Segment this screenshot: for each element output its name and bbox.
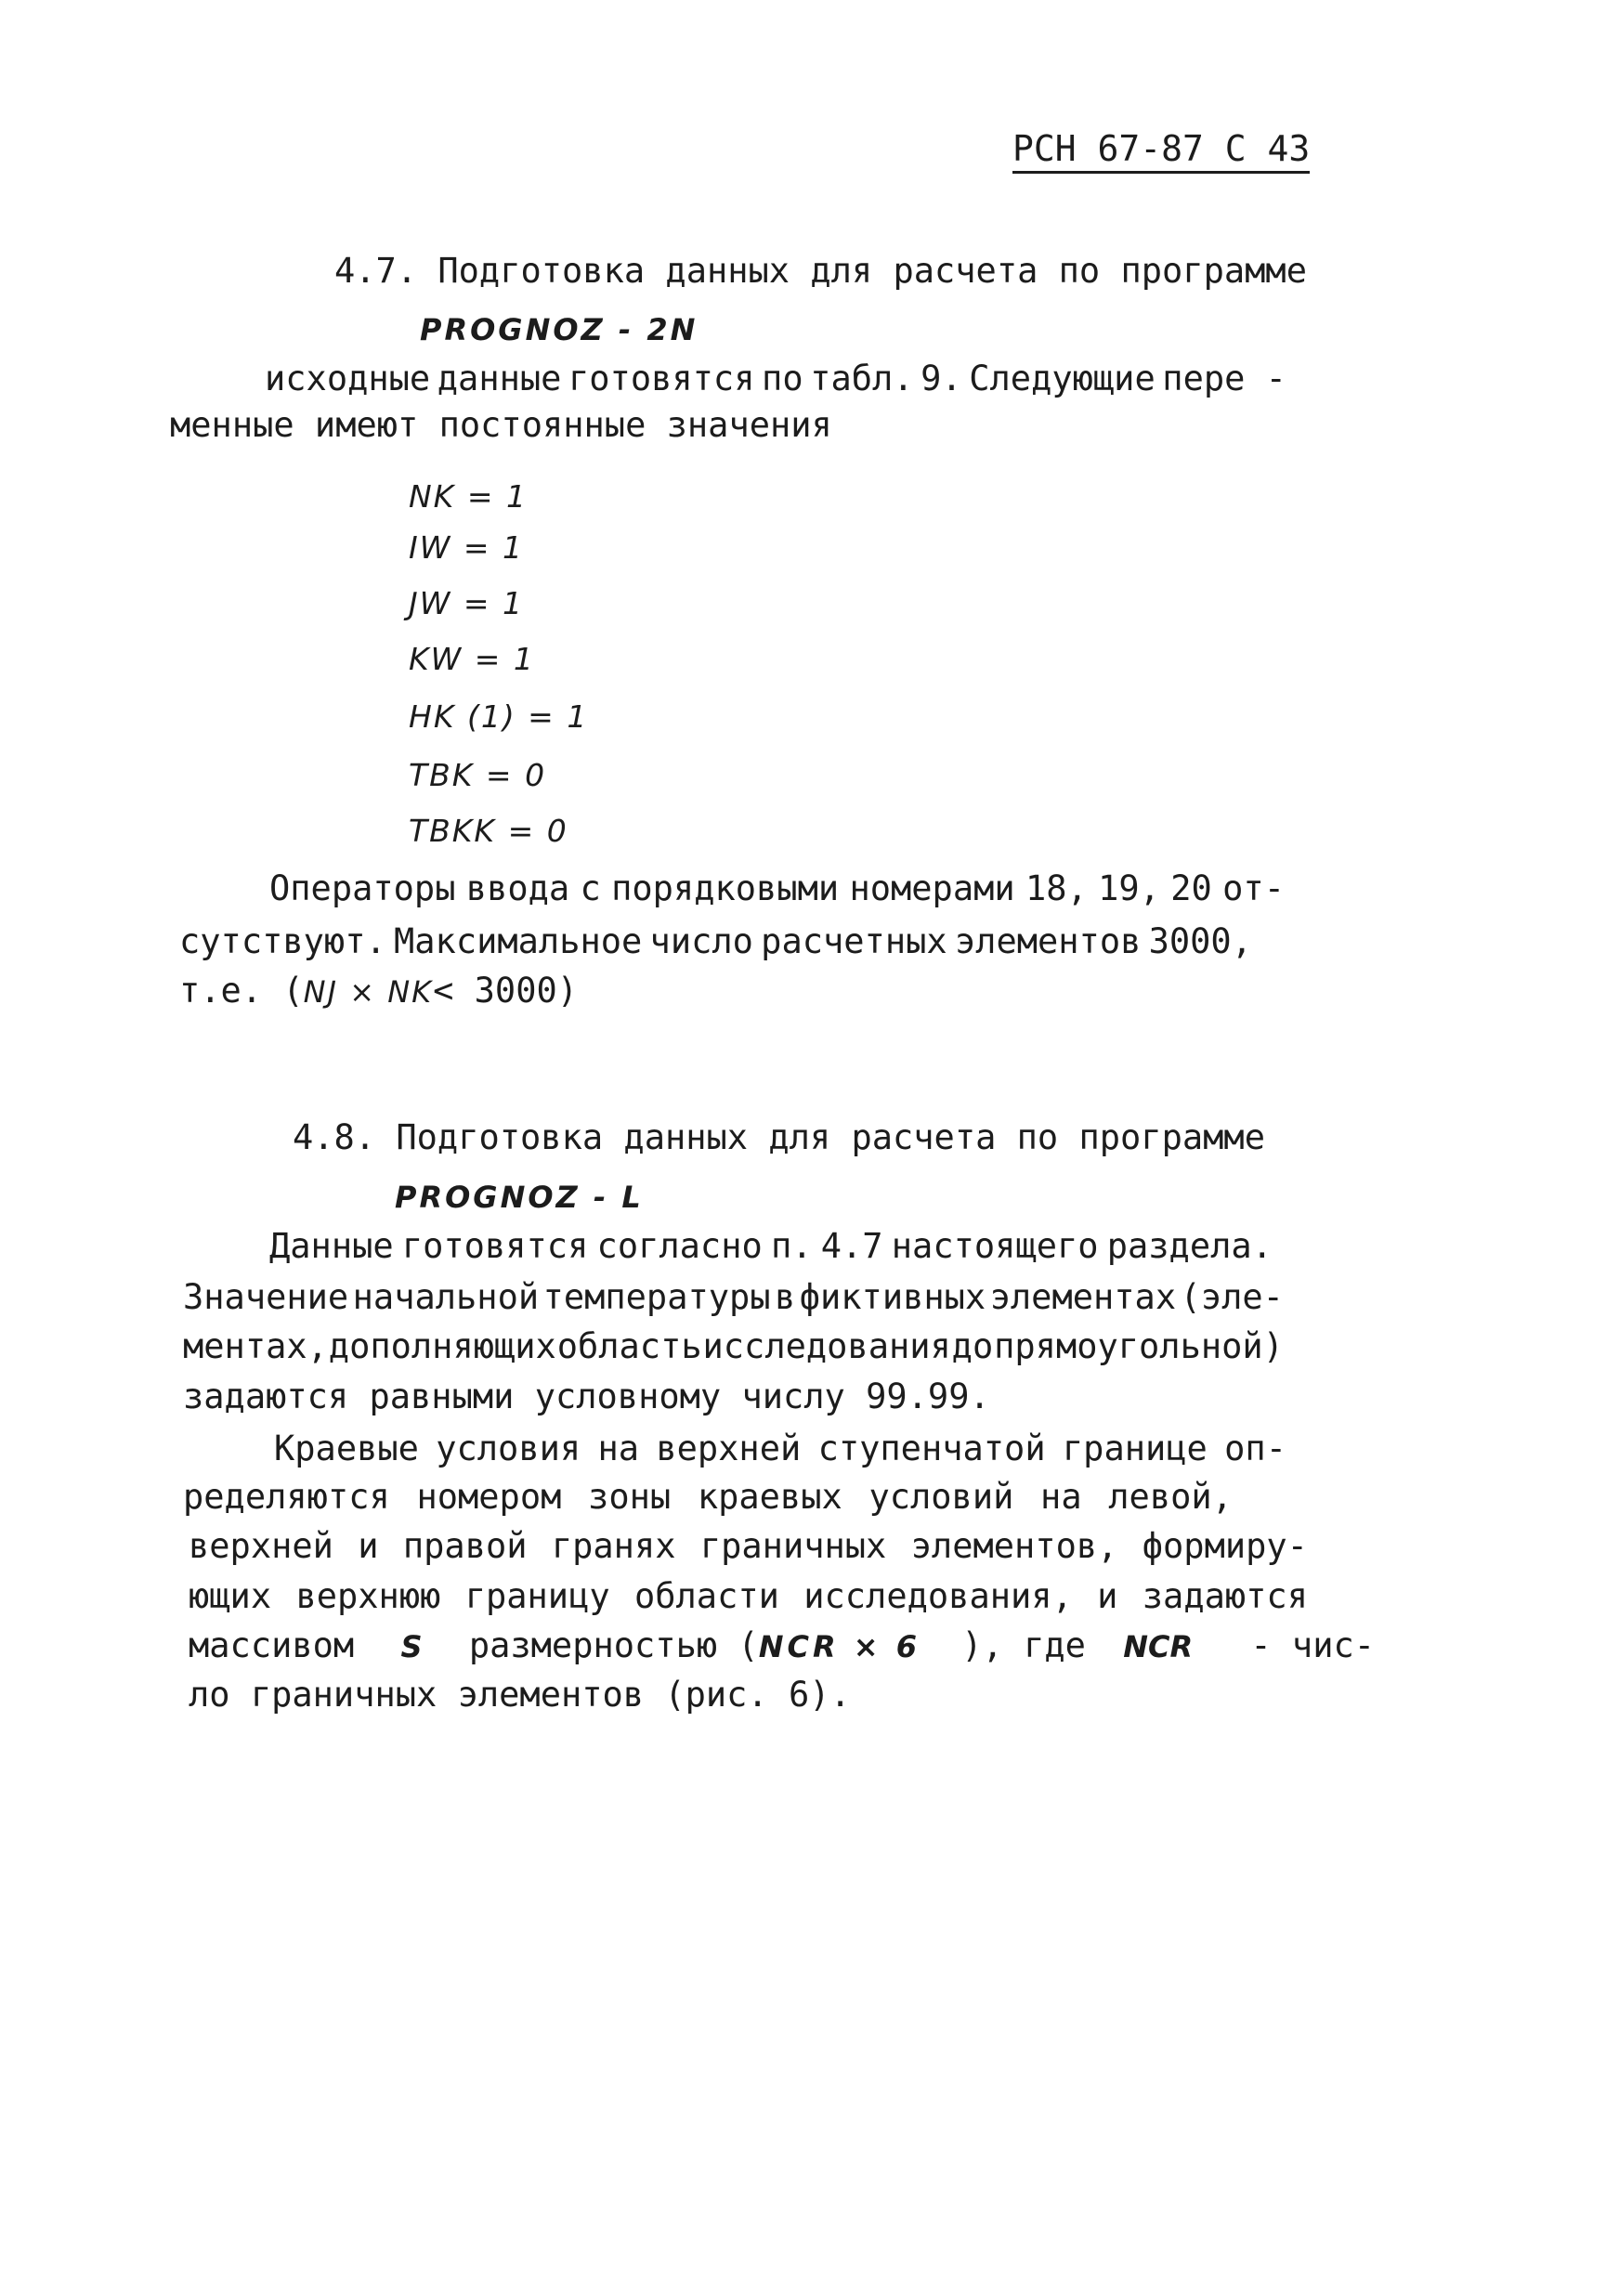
formula-nj-nk: NJ × NK [303, 974, 434, 1010]
word: ментах, [183, 1326, 328, 1366]
word: в [775, 1277, 796, 1317]
word: ввода [465, 868, 570, 908]
section-4-8-para2-line1 [274, 1428, 1286, 1468]
word: верхней [656, 1428, 802, 1468]
section-4-8-para1-line3 [183, 1326, 1284, 1366]
section-4-7-program-name: PROGNOZ - 2N [420, 312, 699, 347]
word: на [597, 1428, 640, 1468]
constant-hk1: HK (1) = 1 [409, 698, 589, 735]
word: прямоугольной) [994, 1326, 1284, 1366]
section-4-7-heading: 4.7. Подготовка данных для расчета по программе [334, 251, 1307, 291]
word: фиктивных [799, 1277, 986, 1317]
section-4-8-para2-line6: ло граничных элементов (рис. 6). [189, 1675, 851, 1715]
word: данные [437, 359, 562, 398]
section-4-7-para2-line3 [179, 971, 578, 1011]
document-reference: РСН 67-87 С 43 [1012, 128, 1310, 174]
section-4-8-para2-line3 [189, 1526, 1308, 1566]
word: 19, [1098, 868, 1160, 908]
word: условия [436, 1428, 581, 1468]
word: порядковыми [611, 868, 840, 908]
word: области [633, 1576, 779, 1616]
section-4-7-para2-line2 [179, 921, 1252, 961]
word: раздела. [1106, 1226, 1273, 1266]
word: элементах [989, 1277, 1177, 1317]
para2-line3-prefix: т.е. ( [179, 971, 304, 1011]
para2-line3-suffix: < 3000) [433, 971, 579, 1011]
word: Краевые [274, 1428, 419, 1468]
word: номерами [849, 868, 1015, 908]
word: и [1097, 1576, 1118, 1616]
section-4-8-para2-line4 [189, 1576, 1308, 1616]
word: зоны [588, 1477, 672, 1517]
word: гранях [551, 1526, 676, 1566]
word: Операторы [269, 868, 456, 908]
section-4-7-para1-line2: менные имеют постоянные значения [170, 405, 832, 445]
word: начальной [352, 1277, 540, 1317]
word: Значение [183, 1277, 349, 1317]
word: формиру- [1142, 1526, 1308, 1566]
word: по [762, 359, 803, 398]
word: границе [1062, 1428, 1208, 1468]
constant-tbk: TBK = 0 [409, 757, 547, 793]
word: исследования, [803, 1576, 1073, 1616]
section-4-8-heading: 4.8. Подготовка данных для расчета по программе [293, 1117, 1265, 1157]
word: условий [868, 1477, 1014, 1517]
section-4-8-para2-line5 [189, 1625, 1376, 1665]
word: 9. [921, 359, 962, 398]
word: от- [1222, 868, 1285, 908]
word: правой [402, 1526, 528, 1566]
section-4-8-para1-line4: задаются равными условному числу 99.99. [183, 1376, 990, 1416]
word: границу [464, 1576, 610, 1616]
section-4-7-para1-line1 [265, 359, 1286, 398]
word: ступенчатой [817, 1428, 1046, 1468]
word: температуры [542, 1277, 771, 1317]
word: верхней [189, 1526, 333, 1566]
word: расчетных [761, 921, 947, 961]
word: оп- [1224, 1428, 1286, 1468]
word: (эле- [1180, 1277, 1284, 1317]
word: ющих [189, 1576, 272, 1616]
word: на [1040, 1477, 1082, 1517]
word: граничных [699, 1526, 887, 1566]
constant-kw: KW = 1 [409, 641, 535, 677]
word: область [556, 1326, 702, 1366]
section-4-8-para1-line1 [269, 1226, 1273, 1266]
word: элементов [954, 921, 1142, 961]
word: до [951, 1326, 994, 1366]
word: номером [416, 1477, 562, 1517]
constant-iw: IW = 1 [409, 529, 524, 566]
section-4-8-para2-line2 [183, 1477, 1233, 1517]
word: краевых [697, 1477, 842, 1517]
word: элементов, [910, 1526, 1118, 1566]
word: согласно [596, 1226, 763, 1266]
variable-ncr: NCR [1123, 1629, 1194, 1664]
para2-line5-d: - чис- [1250, 1625, 1376, 1665]
word: левой, [1108, 1477, 1233, 1517]
para2-line5-a: массивом [189, 1625, 355, 1665]
word: с [580, 868, 601, 908]
constant-nk: NK = 1 [409, 478, 528, 515]
word: и [358, 1526, 379, 1566]
word: 3000, [1148, 921, 1252, 961]
word: п. [770, 1226, 813, 1266]
word: настоящего [891, 1226, 1099, 1266]
word: Данные [269, 1226, 394, 1266]
word: задаются [1142, 1576, 1308, 1616]
constant-tbkk: TBKK = 0 [409, 813, 568, 849]
para2-line5-c: ), где [961, 1625, 1086, 1665]
word: дополняющих [328, 1326, 556, 1366]
array-s: S [400, 1629, 423, 1664]
word: верхнюю [295, 1576, 441, 1616]
formula-ncr-6: NCR × 6 [758, 1629, 921, 1664]
word: Следующие [969, 359, 1156, 398]
word: 18, [1025, 868, 1088, 908]
word: пере - [1162, 359, 1286, 398]
word: сутствуют. [179, 921, 386, 961]
word: исходные [265, 359, 431, 398]
word: табл. [810, 359, 914, 398]
word: число [649, 921, 753, 961]
word: готовятся [401, 1226, 589, 1266]
section-4-7-para2-line1 [269, 868, 1285, 908]
word: ределяются [183, 1477, 390, 1517]
word: исследования [702, 1326, 951, 1366]
word: 4.7 [820, 1226, 883, 1266]
word: готовятся [568, 359, 755, 398]
word: 20 [1170, 868, 1212, 908]
section-4-8-para1-line2 [183, 1277, 1284, 1317]
word: Максимальное [394, 921, 643, 961]
section-4-8-program-name: PROGNOZ - L [395, 1180, 644, 1215]
para2-line5-b: размерностью ( [468, 1625, 759, 1665]
constant-jw: JW = 1 [409, 585, 524, 621]
